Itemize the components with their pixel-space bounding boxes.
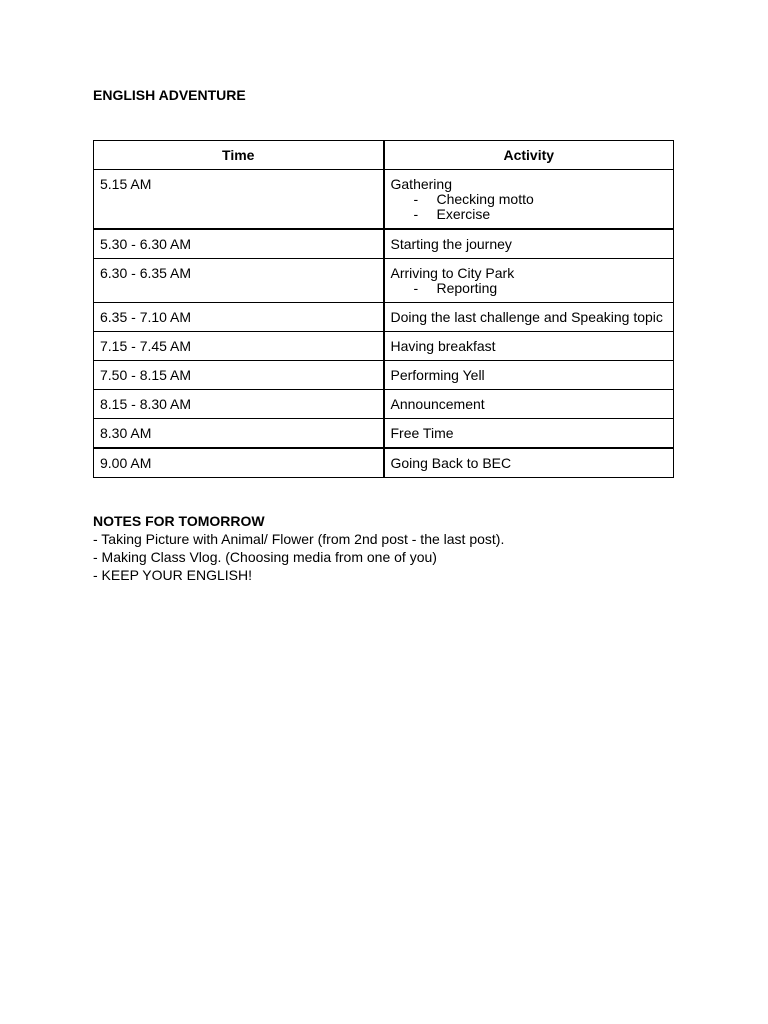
table-row xyxy=(94,419,674,449)
activity-sub-item xyxy=(391,207,668,222)
activity-column-header: Activity xyxy=(384,141,674,170)
dash-marker: - xyxy=(413,191,419,207)
dash-marker: - xyxy=(413,280,419,296)
activity-label: Arriving to City Park xyxy=(390,265,515,281)
document-title: ENGLISH ADVENTURE xyxy=(93,87,246,103)
activity-sub-list xyxy=(391,192,668,222)
activity-cell: Starting the journey xyxy=(384,229,674,259)
table-row xyxy=(94,448,674,478)
time-cell: 7.15 - 7.45 AM xyxy=(94,332,384,361)
table-row xyxy=(94,170,674,230)
activity-sub-item-label: Reporting xyxy=(436,280,498,296)
notes-item: - Taking Picture with Animal/ Flower (from 2nd post - the last post). xyxy=(93,531,505,547)
activity-cell: Free Time xyxy=(384,419,674,449)
time-column-header: Time xyxy=(94,141,384,170)
activity-cell xyxy=(384,259,674,303)
notes-item: - KEEP YOUR ENGLISH! xyxy=(93,567,252,583)
time-cell: 8.15 - 8.30 AM xyxy=(94,390,384,419)
table-row xyxy=(94,390,674,419)
dash-marker: - xyxy=(413,206,419,222)
time-cell: 8.30 AM xyxy=(94,419,384,449)
time-cell: 7.50 - 8.15 AM xyxy=(94,361,384,390)
activity-sub-item-label: Checking motto xyxy=(436,191,534,207)
time-cell: 9.00 AM xyxy=(94,448,384,478)
notes-section xyxy=(93,512,504,584)
activity-cell: Having breakfast xyxy=(384,332,674,361)
notes-item: - Making Class Vlog. (Choosing media from one of you) xyxy=(93,549,437,565)
activity-cell xyxy=(384,170,674,230)
time-cell: 5.30 - 6.30 AM xyxy=(94,229,384,259)
activity-sub-item xyxy=(391,192,668,207)
activity-cell: Going Back to BEC xyxy=(384,448,674,478)
activity-sub-item xyxy=(391,281,668,296)
schedule-table xyxy=(93,140,674,478)
notes-title: NOTES FOR TOMORROW xyxy=(93,513,265,529)
time-cell: 6.30 - 6.35 AM xyxy=(94,259,384,303)
table-row xyxy=(94,229,674,259)
activity-cell: Announcement xyxy=(384,390,674,419)
activity-cell: Performing Yell xyxy=(384,361,674,390)
table-row xyxy=(94,259,674,303)
time-cell: 5.15 AM xyxy=(94,170,384,230)
table-header-row xyxy=(94,141,674,170)
table-row xyxy=(94,361,674,390)
activity-label: Gathering xyxy=(390,176,452,192)
time-cell: 6.35 - 7.10 AM xyxy=(94,303,384,332)
table-row xyxy=(94,303,674,332)
table-row xyxy=(94,332,674,361)
activity-sub-list xyxy=(391,281,668,296)
activity-cell: Doing the last challenge and Speaking topic xyxy=(384,303,674,332)
activity-sub-item-label: Exercise xyxy=(436,206,491,222)
